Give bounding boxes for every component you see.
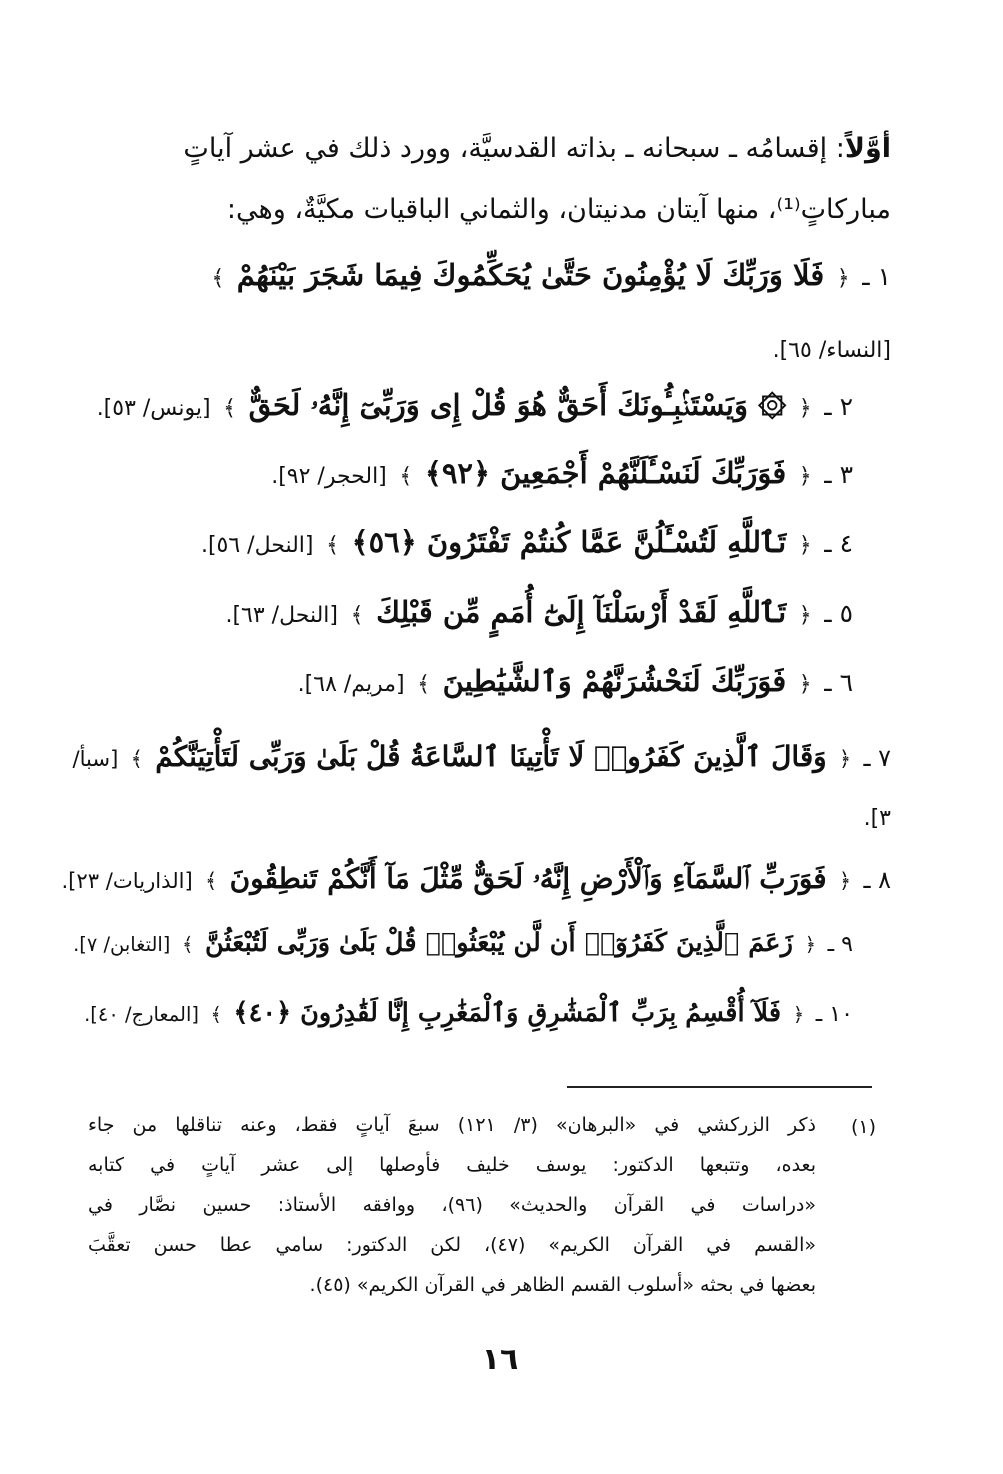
item-number: ٣ ـ	[824, 460, 853, 489]
verse-reference: [النحل/ ٥٦].	[200, 533, 314, 558]
ornate-open-bracket: ﴿	[798, 603, 812, 628]
item-number: ٨ ـ	[863, 866, 891, 894]
ornate-open-bracket: ﴿	[798, 396, 812, 421]
item-number: ٥ ـ	[824, 599, 853, 628]
verse-item-1	[207, 258, 891, 292]
ornate-close-bracket: ﴾	[181, 933, 194, 956]
verse-text: فَوَرَبِّكَ لَنَحْشُرَنَّهُمْ وَٱلشَّيَٰطِينَ	[442, 664, 787, 698]
item-number: ٩ ـ	[827, 931, 853, 957]
footnote-line-5: بعضها في بحثه «أسلوب القسم الظاهر في القرآن الكريم» (٤٥).	[309, 1274, 816, 1296]
intro-line-2: مباركاتٍ⁽¹⁾، منها آيتان مدنيتان، والثماني الباقيات مكيَّةٌ، وهي:	[226, 194, 891, 225]
footnote-line-2: بعده، وتتبعها الدكتور: يوسف خليف فأوصلها إلى عشر آياتٍ في كتابه	[88, 1154, 816, 1176]
ornate-open-bracket: ﴿	[798, 672, 812, 697]
verse-reference: [الذاريات/ ٢٣].	[61, 868, 193, 893]
item-number: ٧ ـ	[863, 744, 891, 772]
verse-item-10	[84, 998, 853, 1028]
verse-item-9	[73, 928, 853, 958]
footnote-line-4: «القسم في القرآن الكريم» (٤٧)، لكن الدكتور: سامي عطا حسن تعقَّبَ	[88, 1234, 816, 1256]
verse-text: فَوَرَبِّكَ لَنَسْـَٔلَنَّهُمْ أَجْمَعِينَ ﴿٩٢﴾	[424, 456, 787, 490]
verse-item-8	[61, 862, 891, 896]
verse-text: تَٱللَّهِ لَقَدْ أَرْسَلْنَآ إِلَىٰٓ أُمَمٍ مِّن قَبْلِكَ	[376, 595, 787, 629]
verse-text: فَوَرَبِّ ٱلسَّمَآءِ وَٱلْأَرْضِ إِنَّهُۥ لَحَقٌّ مِّثْلَ مَآ أَنَّكُمْ تَنطِقُونَ	[229, 862, 827, 895]
ornate-close-bracket: ﴾	[205, 868, 218, 893]
verse-reference: [مريم/ ٦٨].	[297, 672, 405, 697]
verse-text: فَلَا وَرَبِّكَ لَا يُؤْمِنُونَ حَتَّىٰ يُحَكِّمُوكَ فِيمَا شَجَرَ بَيْنَهُمْ	[236, 258, 825, 292]
ornate-open-bracket: ﴿	[838, 746, 852, 771]
ornate-open-bracket: ﴿	[798, 464, 812, 489]
verse-text: وَقَالَ ٱلَّذِينَ كَفَرُوا۟ لَا تَأْتِينَا ٱلسَّاعَةُ قُلْ بَلَىٰ وَرَبِّى لَتَأْتِيَنَّكُمْ	[155, 740, 827, 773]
ornate-close-bracket: ﴾	[130, 746, 143, 771]
ornate-close-bracket: ﴾	[210, 1003, 222, 1026]
footnote-line-3: «دراسات في القرآن والحديث» (٩٦)، ووافقه الأستاذ: حسين نصَّار في	[88, 1194, 816, 1216]
ornate-open-bracket: ﴿	[836, 266, 850, 291]
footnote-label: (١)	[850, 1116, 876, 1138]
ornate-open-bracket: ﴿	[838, 868, 852, 893]
item-number: ٦ ـ	[824, 668, 853, 697]
verse-text: فَلَآ أُقْسِمُ بِرَبِّ ٱلْمَشَٰرِقِ وَٱلْمَغَٰرِبِ إِنَّا لَقَٰدِرُونَ ﴿٤٠﴾	[233, 998, 782, 1028]
verse-item-3	[271, 456, 853, 490]
verse-reference: [يونس/ ٥٣].	[96, 396, 211, 421]
verse-reference: [المعارج/ ٤٠].	[84, 1003, 199, 1026]
verse-reference: [التغابن/ ٧].	[73, 933, 171, 956]
intro-line-1-text: : إقسامُه ـ سبحانه ـ بذاته القدسيَّة، وورد ذلك في عشر آياتٍ	[183, 133, 845, 164]
ornate-open-bracket: ﴿	[804, 933, 816, 956]
verse-item-5	[225, 595, 853, 629]
verse-item-1-reference: [النساء/ ٦٥].	[772, 338, 891, 363]
verse-item-2	[97, 388, 853, 423]
ornate-close-bracket: ﴾	[350, 603, 364, 628]
verse-reference: [سبأ/	[72, 746, 119, 771]
ornate-close-bracket: ﴾	[326, 533, 339, 558]
verse-item-6	[298, 664, 853, 698]
ornate-close-bracket: ﴾	[399, 464, 413, 489]
verse-text: زَعَمَ ٱلَّذِينَ كَفَرُوٓا۟ أَن لَّن يُبْعَثُوا۟ قُلْ بَلَىٰ وَرَبِّى لَتُبْعَثُنَّ	[204, 928, 793, 958]
footnote-line-1: ذكر الزركشي في «البرهان» (٣/ ١٢١) سبعَ آياتٍ فقط، وعنه تناقلها من جاء	[88, 1114, 816, 1136]
intro-line-1	[183, 133, 891, 164]
intro-lead: أوَّلاً	[844, 133, 891, 164]
ornate-close-bracket: ﴾	[211, 266, 225, 291]
verse-text: تَٱللَّهِ لَتُسْـَٔلُنَّ عَمَّا كُنتُمْ تَفْتَرُونَ ﴿٥٦﴾	[351, 525, 787, 559]
verse-item-7	[73, 740, 891, 773]
verse-item-7-reference-continued: ٣].	[863, 806, 891, 831]
item-number: ١٠ ـ	[815, 1001, 853, 1027]
item-number: ١ ـ	[862, 262, 891, 291]
verse-reference: [النحل/ ٦٣].	[225, 603, 338, 628]
verse-item-4	[201, 525, 853, 559]
item-number: ٤ ـ	[824, 529, 853, 558]
footnote-separator	[567, 1086, 872, 1088]
item-number: ٢ ـ	[824, 392, 853, 421]
ornate-close-bracket: ﴾	[417, 672, 431, 697]
ornate-open-bracket: ﴿	[798, 533, 812, 558]
verse-reference: [الحجر/ ٩٢].	[271, 464, 387, 489]
verse-text: ۞ وَيَسْتَنۢبِـُٔونَكَ أَحَقٌّ هُوَ قُلْ إِى وَرَبِّىٓ إِنَّهُۥ لَحَقٌّ	[248, 388, 787, 422]
ornate-close-bracket: ﴾	[223, 396, 237, 421]
page-number: ١٦	[481, 1342, 519, 1377]
ornate-open-bracket: ﴿	[792, 1003, 805, 1026]
